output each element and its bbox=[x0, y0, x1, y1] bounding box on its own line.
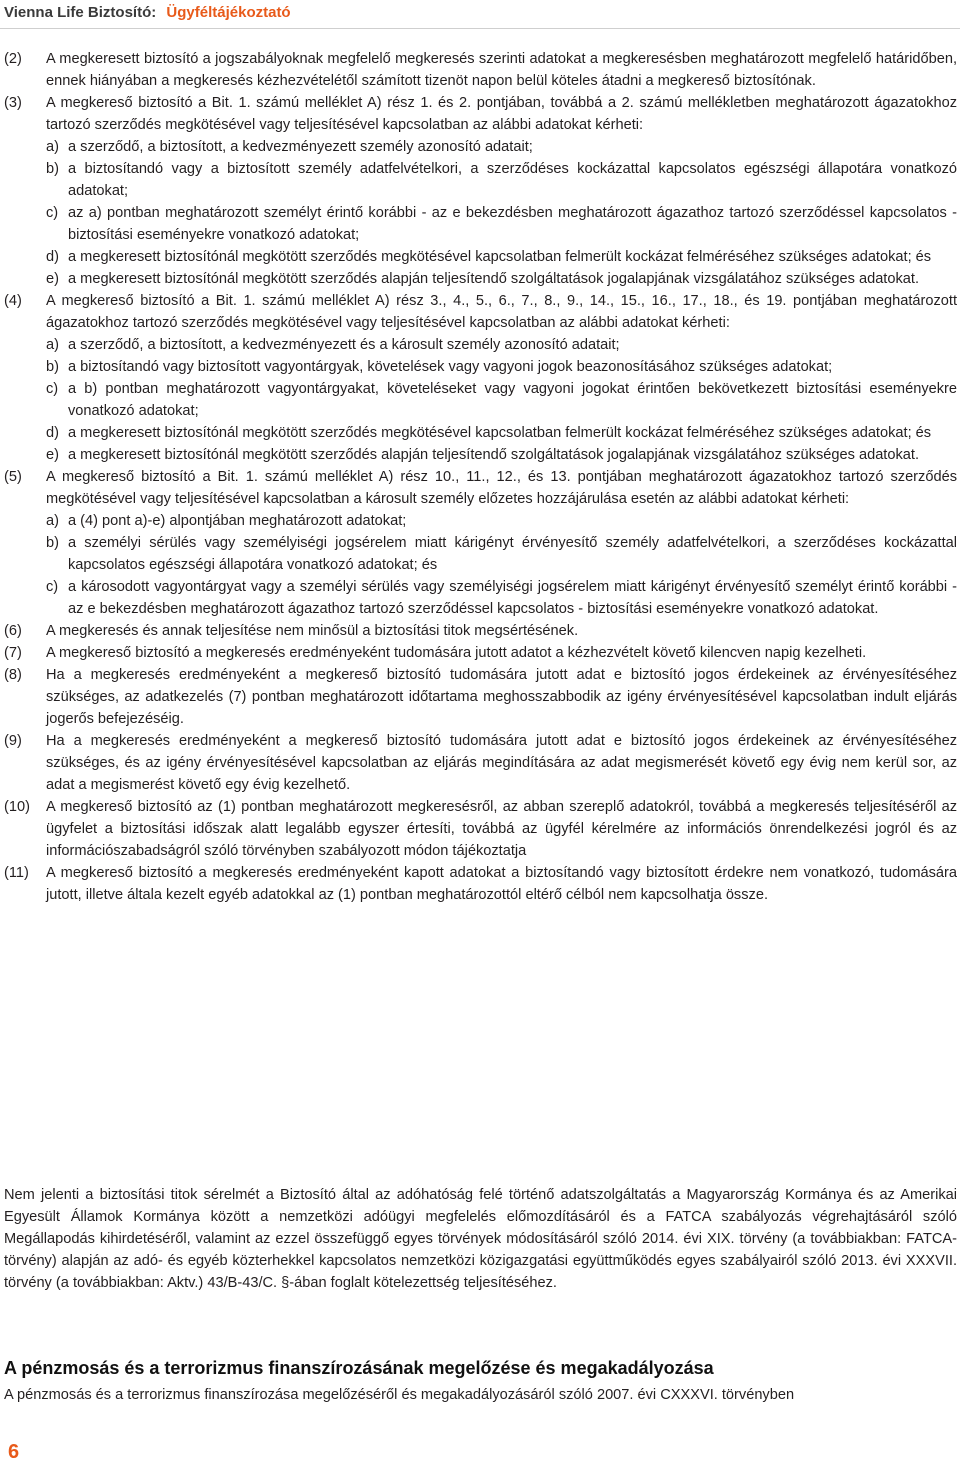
paragraph bbox=[4, 642, 957, 664]
paragraph-number: (4) bbox=[4, 293, 22, 309]
paragraph-text: Ha a megkeresés eredményeként a megkereső biztosító tudomására jutott adat e biztosító jogos érdekeinek az érvényesítéséhez szükséges, az adatkezelés (7) pontban meghatározott időtartama meghosszabbodik az igény érvényesítésével kapcsolatban indult eljárás jogerős befejezéséig. bbox=[46, 667, 957, 727]
paragraph bbox=[4, 466, 957, 510]
page-number: 6 bbox=[8, 1441, 20, 1463]
paragraph-text: A megkereső biztosító az (1) pontban meghatározott megkeresésről, az abban szereplő adatokról, továbbá a megkeresés teljesítéséről az ügyfelet a biztosítási időszak alatt legalább egyszer értesíti, továbbá az ügyfél kérelmére az információs önrendelkezési jogról és az információszabadságról szóló törvényben szabályozott módon tájékoztatja bbox=[46, 799, 957, 859]
list-item bbox=[4, 246, 957, 268]
paragraph-number: (11) bbox=[4, 865, 29, 881]
paragraph bbox=[4, 92, 957, 136]
list-item-text: a megkeresett biztosítónál megkötött szerződés alapján teljesítendő szolgáltatások jogalapjának vizsgálatához szükséges adatokat. bbox=[68, 271, 919, 287]
list-item bbox=[4, 356, 957, 378]
list-item bbox=[4, 158, 957, 202]
list-item-text: a biztosítandó vagy biztosított vagyontárgyak, követelések vagy vagyoni jogok beazonosításához szükséges adatokat; bbox=[68, 359, 833, 375]
paragraph-text: A megkereső biztosító a Bit. 1. számú melléklet A) rész 1. és 2. pontjában, továbbá a 2. számú mellékletben meghatározott ágazatokhoz tartozó szerződés megkötésével vagy teljesítésével kapcsolatban az alábbi adatokat kérheti: bbox=[46, 95, 957, 133]
list-item-letter: e) bbox=[46, 447, 59, 463]
list-item-text: a b) pontban meghatározott vagyontárgyakat, követeléseket vagy vagyoni jogokat érintően bekövetkezett biztosítási eseményekre vonatkozó adatokat; bbox=[68, 381, 957, 419]
list-item-letter: a) bbox=[46, 513, 59, 529]
list-item-letter: c) bbox=[46, 579, 59, 595]
paragraph-number: (7) bbox=[4, 645, 22, 661]
paragraph-number: (6) bbox=[4, 623, 22, 639]
paragraph-number: (2) bbox=[4, 51, 22, 67]
list-item bbox=[4, 510, 957, 532]
list-item-letter: c) bbox=[46, 381, 59, 397]
header-divider bbox=[0, 28, 960, 29]
list-item-letter: d) bbox=[46, 249, 59, 265]
list-item-letter: e) bbox=[46, 271, 59, 287]
list-item-text: a megkeresett biztosítónál megkötött szerződés megkötésével kapcsolatban felmerült kockázat felméréséhez szükséges adatokat; és bbox=[68, 425, 932, 441]
paragraph bbox=[4, 48, 957, 92]
list-item bbox=[4, 378, 957, 422]
list-item-letter: b) bbox=[46, 535, 59, 551]
list-item-text: a szerződő, a biztosított, a kedvezményezett és a károsult személy azonosító adatait; bbox=[68, 337, 620, 353]
list-item-letter: d) bbox=[46, 425, 59, 441]
list-item bbox=[4, 268, 957, 290]
list-item-text: a károsodott vagyontárgyat vagy a személyi sérülés vagy személyiségi jogsérelem miatt kárigényt érvényesítő személyt érintő korábbi - az e bekezdésben meghatározott ágazathoz tartozó szerződéssel kapcsolatos - biztosítási eseményekre vonatkozó adatokat. bbox=[68, 579, 957, 617]
brand-name: Vienna Life Biztosító: bbox=[4, 4, 157, 21]
list-item bbox=[4, 532, 957, 576]
paragraph bbox=[4, 730, 957, 796]
list-item-text: a személyi sérülés vagy személyiségi jogsérelem miatt kárigényt érvényesítő személy adatfelvételkori, a szerződéses kockázattal kapcsolatos egészségi állapotára vonatkozó adatokat; és bbox=[68, 535, 957, 573]
paragraph-text: A megkereső biztosító a Bit. 1. számú melléklet A) rész 3., 4., 5., 6., 7., 8., 9., 14., 15., 16., 17., 18., és 19. pontjában meghatározott ágazatokhoz tartozó szerződés megkötésével vagy teljesítésével kapcsolatban az alábbi adatokat kérheti: bbox=[46, 293, 957, 331]
list-item-text: a (4) pont a)-e) alpontjában meghatározott adatokat; bbox=[68, 513, 407, 529]
paragraph-number: (10) bbox=[4, 799, 30, 815]
paragraph-text: A megkeresett biztosító a jogszabályoknak megfelelő megkeresés szerinti adatokat a megkeresésben meghatározott megfelelő határidőben, ennek hiányában a megkeresés kézhezvételétől számított tizenöt napon belül köteles átadni a megkereső biztosítónak. bbox=[46, 51, 957, 89]
fatca-note: Nem jelenti a biztosítási titok sérelmét a Biztosító által az adóhatóság felé történő adatszolgáltatás a Magyarország Kormánya és az Amerikai Egyesült Államok Kormánya között a nemzetközi adóügyi megfelelés előmozdításáról és a FATCA szabályozás végrehajtásáról szóló Megállapodás kihirdetéséről, valamint az ezzel összefüggő egyes törvények módosításáról szóló 2014. évi XIX. törvény (a továbbiakban: FATCA-törvény) alapján az adó- és egyéb közterhekkel kapcsolatos nemzetközi közigazgatási együttműködés egyes szabályairól szóló 2013. évi XXXVII. törvény (a továbbiakban: Aktv.) 43/B-43/C. §-ában foglalt kötelezettség teljesítéséhez. bbox=[4, 1187, 957, 1291]
paragraph bbox=[4, 796, 957, 862]
paragraph-number: (8) bbox=[4, 667, 22, 683]
list-item-text: a szerződő, a biztosított, a kedvezményezett személy azonosító adatait; bbox=[68, 139, 533, 155]
paragraph-text: A megkeresés és annak teljesítése nem minősül a biztosítási titok megsértésének. bbox=[46, 623, 579, 639]
list-item bbox=[4, 202, 957, 246]
paragraph-text: A megkereső biztosító a Bit. 1. számú melléklet A) rész 10., 11., 12., és 13. pontjában meghatározott ágazatokhoz tartozó szerződés megkötésével vagy teljesítésével kapcsolatban a károsult személy előzetes hozzájárulása esetén az alábbi adatokat kérheti: bbox=[46, 469, 957, 507]
paragraph-number: (9) bbox=[4, 733, 22, 749]
paragraph-text: Ha a megkeresés eredményeként a megkereső biztosító tudomására jutott adat e biztosító jogos érdekeinek az érvényesítéséhez szükséges, és az igény érvényesítésével kapcsolatban az eljárás megindítására az adat megismerését követő egy évig nem kerül sor, az adat a megismerést követő egy évig kezelhető. bbox=[46, 733, 957, 793]
list-item-letter: b) bbox=[46, 359, 59, 375]
paragraph bbox=[4, 664, 957, 730]
paragraph bbox=[4, 620, 957, 642]
list-item-text: az a) pontban meghatározott személyt érintő korábbi - az e bekezdésben meghatározott ágazathoz tartozó szerződéssel kapcsolatos - biztosítási eseményekre vonatkozó adatokat; bbox=[68, 205, 957, 243]
paragraph-number: (3) bbox=[4, 95, 22, 111]
paragraph-text: A megkereső biztosító a megkeresés eredményeként tudomására jutott adatot a kézhezvételt követő kilencven napig kezelheti. bbox=[46, 645, 867, 661]
list-item-letter: b) bbox=[46, 161, 59, 177]
list-item-letter: a) bbox=[46, 139, 59, 155]
list-item bbox=[4, 576, 957, 620]
list-item-text: a megkeresett biztosítónál megkötött szerződés alapján teljesítendő szolgáltatások jogalapjának vizsgálatához szükséges adatokat. bbox=[68, 447, 919, 463]
paragraph-text: A megkereső biztosító a megkeresés eredményeként kapott adatokat a biztosítandó vagy biztosított érdekre nem vonatkozó, tudomására jutott, illetve általa kezelt egyéb adatokkal az (1) pontban meghatározottól eltérő célból nem kapcsolhatja össze. bbox=[46, 865, 957, 903]
list-item-text: a megkeresett biztosítónál megkötött szerződés megkötésével kapcsolatban felmerült kockázat felméréséhez szükséges adatokat; és bbox=[68, 249, 932, 265]
paragraph bbox=[4, 290, 957, 334]
list-item bbox=[4, 444, 957, 466]
list-item-text: a biztosítandó vagy a biztosított személy adatfelvételkori, a szerződéses kockázattal kapcsolatos egészségi állapotára vonatkozó adatokat; bbox=[68, 161, 957, 199]
paragraph bbox=[4, 862, 957, 906]
list-item-letter: a) bbox=[46, 337, 59, 353]
list-item bbox=[4, 334, 957, 356]
document-body bbox=[4, 48, 957, 906]
paragraph-number: (5) bbox=[4, 469, 22, 485]
section-title: Ügyféltájékoztató bbox=[166, 4, 291, 21]
section-heading: A pénzmosás és a terrorizmus finanszírozásának megelőzése és megakadályozása bbox=[4, 1358, 714, 1378]
list-item-letter: c) bbox=[46, 205, 59, 221]
page-header bbox=[4, 4, 291, 21]
list-item bbox=[4, 422, 957, 444]
list-item bbox=[4, 136, 957, 158]
section-intro: A pénzmosás és a terrorizmus finanszírozása megelőzéséről és megakadályozásáról szóló 2007. évi CXXXVI. törvényben bbox=[4, 1387, 795, 1403]
